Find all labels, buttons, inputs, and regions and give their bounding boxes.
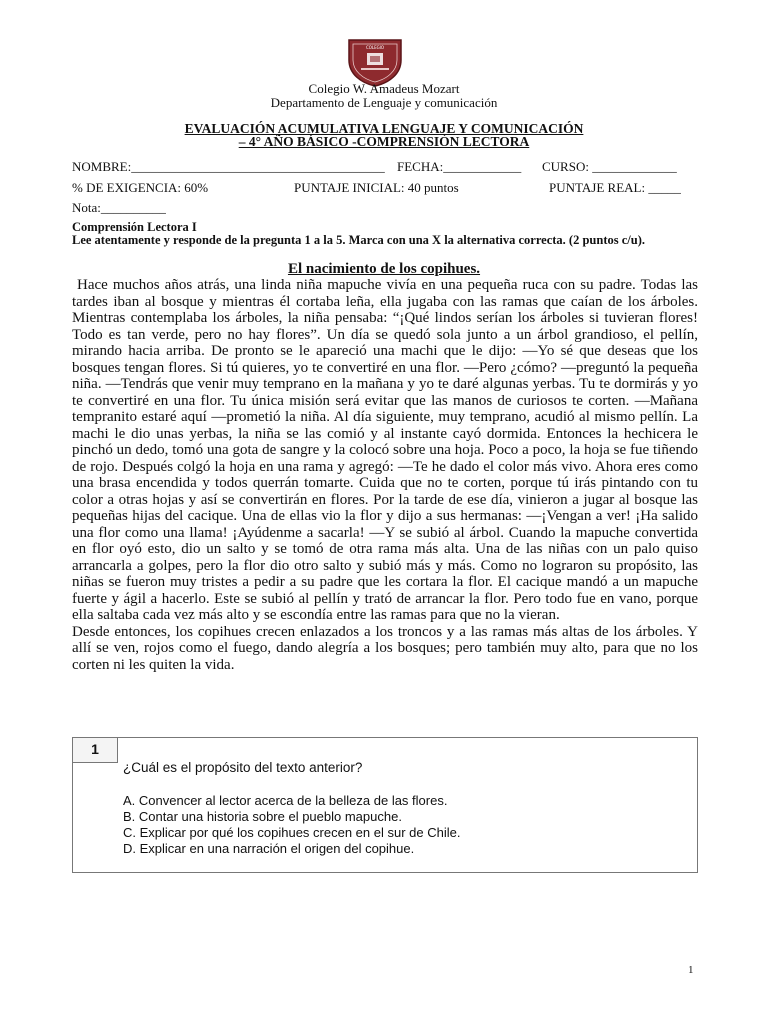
page-number: 1 [688, 964, 694, 976]
evaluation-subtitle: – 4° AÑO BÁSICO -COMPRENSIÓN LECTORA [238, 134, 530, 149]
question-number: 1 [91, 741, 99, 757]
instructions: Lee atentamente y responde de la pregunta 1 a la 5. Marca con una X la alternativa correcta. (2 puntos c/u). [72, 233, 645, 247]
puntaje-inicial-label: PUNTAJE INICIAL: 40 puntos [294, 180, 459, 195]
story-paragraph: Desde entonces, los copihues crecen enlazados a los troncos y a las ramas más altas de los árboles. Y allí se ven, rojos como el fuego, dando alegría a los bosques; pero también muy alto, para que no los corten ni les quiten la vida. [72, 623, 698, 673]
answer-option-a[interactable]: A. Convencer al lector acerca de la belleza de las flores. [123, 793, 448, 808]
school-name: Colegio W. Amadeus Mozart [308, 81, 460, 96]
exigencia-label: % DE EXIGENCIA: 60% [72, 180, 209, 195]
question-text: ¿Cuál es el propósito del texto anterior? [123, 760, 363, 775]
story-paragraph: Hace muchos años atrás, una linda niña mapuche vivía en una pequeña ruca con su padre. Todas las tardes iban al bosque y mientras él cortaba leña, ella jugaba con las ramas que caían de los árboles. Mientras contemplaba los árboles, la niña pensaba: “¡Qué lindos serían los árboles si tuvieran flores! Todo es tan verde, pero no hay flores”. Un día se quedó sola junto a un árbol grandioso, el pellín, mirando hacia arriba. De pronto se le apareció una machi que le dijo: —Yo sé que deseas que los bosques tengan flores. Si tú quieres, yo te convertiré en una flor. —Pero ¿cómo? —preguntó la pequeña niña. —Tendrás que venir muy temprano en la mañana y yo te daré algunas yerbas. Tu te dormirás y yo te convertiré en una flor. Tu única misión será evitar que las manos de curiosos te corten. —Mañana tempranito estaré aquí —prometió la niña. Al día siguiente, muy temprano, acudió al mismo pellín. La machi le dio unas yerbas, la niña se las comió y al instante cayó dormida. Entonces la hechicera le pinchó un dedo, tomó una gota de sangre y la colocó sobre una hoja. Poco a poco, la hoja se fue tiñendo de rojo. Después colgó la hoja en una rama y agregó: —Te he dado el color más vivo. Ahora eres como una brasa encendida y todos querrán tomarte. Cuida que no te corten, porque tú irás pintando con tu color a otras hojas y así se convertirán en flores. Por la tarde de ese día, vinieron a jugar al bosque las pequeñas hijas del cacique. Una de ellas vio la flor y dijo a sus hermanas: —¡Vengan a ver! ¡Ha salido una flor como una llama! ¡Ayúdenme a sacarla! —Y se subió al árbol. Cuando la mapuche convertida en flor oyó esto, dio un salto y se tomó de otra rama más alta. Una de las niñas con un palo quiso arrancarla a golpes, pero la flor dio otro salto y subió más y más. Como no lograron su propósito, las niñas se fueron muy tristes a pedir a su padre que les cortara la flor. El cacique mandó a un mapuche fuerte y ágil a hacerlo. Este se subió al pellín y trató de arrancar la flor. Pero todo fue en vano, porque ella saltaba cada vez más alto y se escondía entre las ramas para que no la vieran. [72, 277, 698, 623]
story-body [72, 277, 698, 673]
answer-option-d[interactable]: D. Explicar en una narración el origen del copihue. [123, 841, 415, 856]
nota-field[interactable]: Nota:__________ [72, 200, 166, 215]
evaluation-title: EVALUACIÓN ACUMULATIVA LENGUAJE Y COMUNICACIÓN [184, 121, 584, 136]
department-name: Departamento de Lenguaje y comunicación [270, 95, 498, 110]
question-box [72, 737, 698, 873]
answer-option-b[interactable]: B. Contar una historia sobre el pueblo mapuche. [123, 809, 402, 824]
fecha-field[interactable]: FECHA:____________ [397, 159, 522, 174]
story-title: El nacimiento de los copihues. [287, 261, 481, 277]
nombre-field[interactable]: NOMBRE:_______________________________________ [72, 159, 385, 174]
curso-field[interactable]: CURSO: _____________ [542, 159, 677, 174]
answer-option-c[interactable]: C. Explicar por qué los copihues crecen en el sur de Chile. [123, 825, 461, 840]
section-heading: Comprensión Lectora I [72, 220, 197, 234]
puntaje-real-field[interactable]: PUNTAJE REAL: _____ [549, 180, 681, 195]
crest-lettering: COLEGIO [365, 45, 385, 50]
question-number-cell [73, 738, 118, 763]
